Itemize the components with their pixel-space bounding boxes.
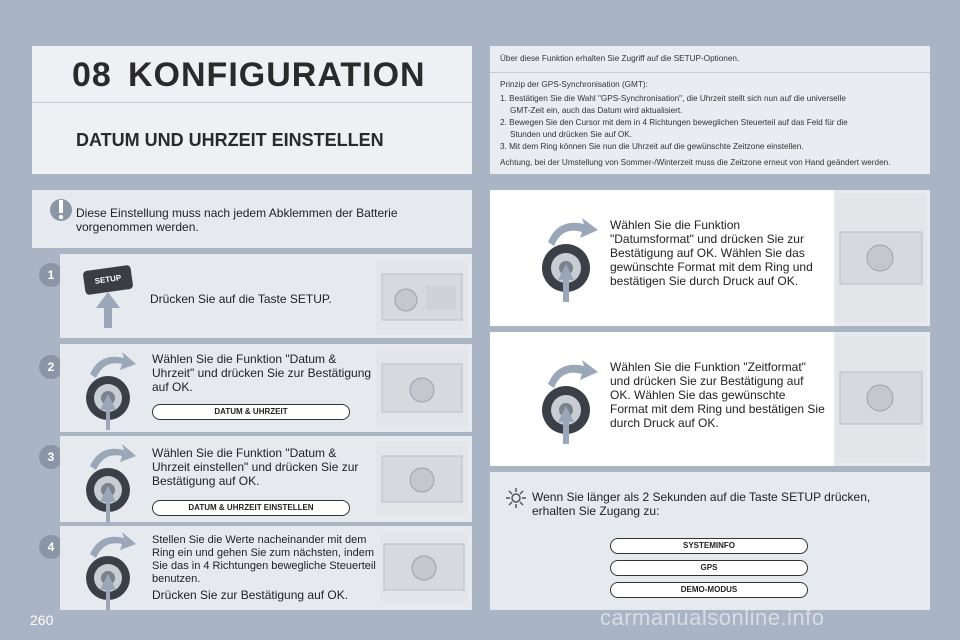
tip-panel [490, 472, 930, 610]
step-number: 3 [47, 450, 55, 464]
page-number: 260 [30, 612, 54, 628]
step-5-panel [490, 190, 930, 326]
intro-line: Über diese Funktion erhalten Sie Zugriff auf die SETUP-Optionen. [500, 54, 740, 63]
tip-text: Wenn Sie länger als 2 Sekunden auf die Taste SETUP drücken, erhalten Sie Zugang zu: [532, 490, 871, 518]
menu-item-datum-uhrzeit: DATUM & UHRZEIT [152, 404, 350, 420]
step-text: Wählen Sie die Funktion "Datumsformat" und drücken Sie zur Bestätigung auf OK. Wählen Sie das gewünschte Format mit dem Ring und bestätigen Sie durch Druck auf OK. [610, 218, 813, 288]
step-number: 4 [47, 540, 55, 554]
chapter-header [32, 46, 472, 174]
warning-text: Diese Einstellung muss nach jedem Abklemmen der Batterie vorgenommen werden. [76, 206, 398, 234]
setup-button: SETUP [83, 265, 134, 295]
list-item: 1. Bestätigen Sie die Wahl "GPS-Synchronisation", die Uhrzeit stellt sich nun auf die universelle [500, 94, 846, 103]
step-text: Drücken Sie auf die Taste SETUP. [150, 292, 332, 306]
rotary-knob-icon [80, 348, 140, 430]
sun-tip-icon [506, 488, 526, 508]
radio-unit-image [380, 532, 468, 604]
list-item: GMT-Zeit ein, auch das Datum wird aktualisiert. [510, 106, 683, 115]
radio-unit-image [836, 336, 926, 462]
step-3-panel [60, 436, 472, 522]
intro-heading: Prinzip der GPS-Synchronisation (GMT): [500, 80, 648, 89]
list-item: 3. Mit dem Ring können Sie nun die Uhrzeit auf die gewünschte Zeitzone einstellen. [500, 142, 804, 151]
rotary-knob-icon [80, 440, 140, 522]
step-text-confirm: Drücken Sie zur Bestätigung auf OK. [152, 588, 349, 602]
step-4-panel [60, 526, 472, 610]
warning-icon [50, 196, 72, 224]
rotary-knob-icon [80, 528, 140, 610]
menu-item-gps: GPS [610, 560, 808, 576]
chapter-number: 08 [72, 56, 112, 94]
menu-item-systeminfo: SYSTEMINFO [610, 538, 808, 554]
step-2-panel [60, 344, 472, 432]
radio-unit-image [376, 350, 468, 426]
section-subtitle: DATUM UND UHRZEIT EINSTELLEN [76, 130, 384, 150]
intro-note: Achtung, bei der Umstellung von Sommer-/Winterzeit muss die Zeitzone erneut von Hand geändert werden. [500, 158, 891, 167]
list-item: 2. Bewegen Sie den Cursor mit dem in 4 Richtungen beweglichen Steuerteil auf das Feld für die [500, 118, 848, 127]
rotary-knob-icon [538, 214, 602, 302]
intro-list [500, 93, 924, 153]
header-divider [32, 102, 472, 103]
step-1-panel [60, 254, 472, 338]
watermark: carmanualsonline.info [600, 605, 825, 630]
step-text: Stellen Sie die Werte nacheinander mit dem Ring ein und gehen Sie zum nächsten, indem Sie das in 4 Richtungen bewegliche Steuerteil benutzen. [152, 534, 376, 585]
intro-panel [490, 46, 930, 174]
radio-unit-image [836, 194, 926, 322]
arrow-up-icon [96, 292, 120, 328]
step-number: 1 [47, 268, 55, 282]
radio-unit-image [376, 260, 468, 334]
menu-item-datum-uhrzeit-einstellen: DATUM & UHRZEIT EINSTELLEN [152, 500, 350, 516]
list-item: Stunden und drücken Sie auf OK. [510, 130, 632, 139]
rotary-knob-icon [538, 356, 602, 444]
chapter-title: KONFIGURATION [128, 56, 426, 94]
step-number: 2 [47, 360, 55, 374]
menu-item-demo-modus: DEMO-MODUS [610, 582, 808, 598]
warning-panel [32, 190, 472, 248]
step-text: Wählen Sie die Funktion "Datum & Uhrzeit einstellen" und drücken Sie zur Bestätigung auf OK. [152, 446, 359, 488]
step-text: Wählen Sie die Funktion "Datum & Uhrzeit" und drücken Sie zur Bestätigung auf OK. [152, 352, 372, 394]
radio-unit-image [376, 442, 468, 516]
step-6-panel [490, 332, 930, 466]
intro-divider [490, 72, 930, 73]
step-text: Wählen Sie die Funktion "Zeitformat" und drücken Sie zur Bestätigung auf OK. Wählen Sie das gewünschte Format mit dem Ring und bestätigen Sie durch Druck auf OK. [610, 360, 825, 430]
